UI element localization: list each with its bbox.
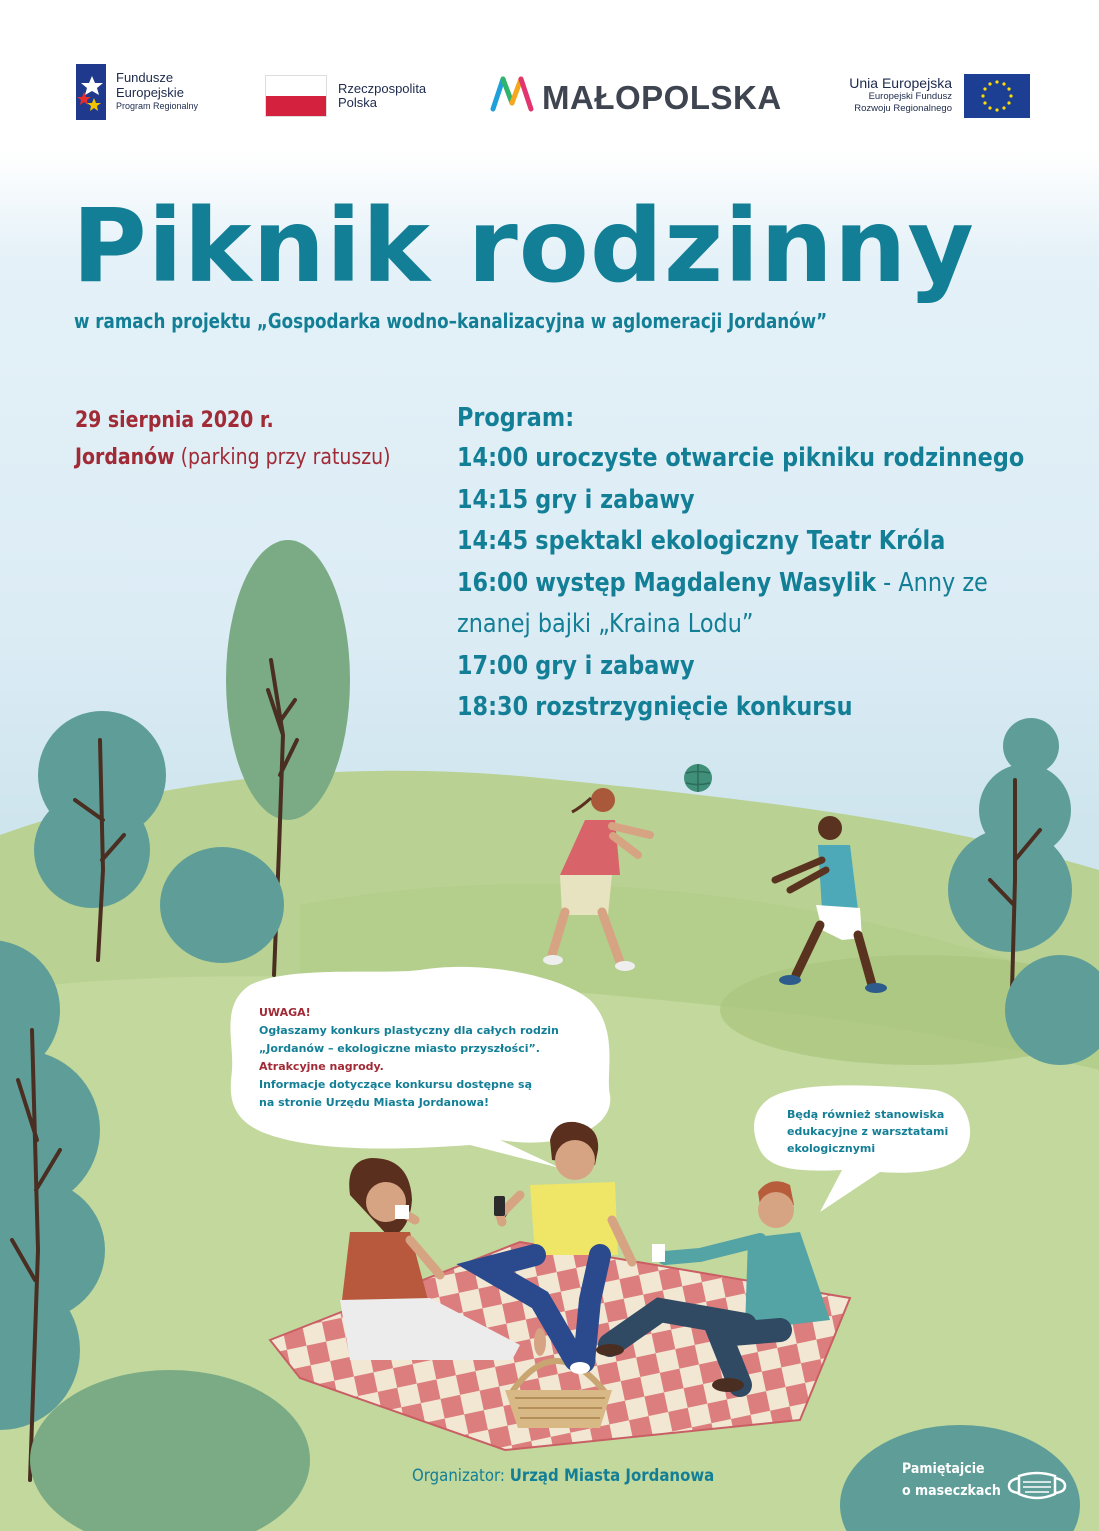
workshops-line: ekologicznymi bbox=[787, 1142, 876, 1155]
fe-line2: Europejskie bbox=[116, 85, 184, 100]
workshops-note bbox=[787, 1106, 957, 1157]
event-place-detail: (parking przy ratuszu) bbox=[180, 445, 391, 470]
program-item bbox=[457, 563, 1007, 646]
program-item-time: 18:30 bbox=[457, 692, 529, 722]
pl-line2: Polska bbox=[338, 95, 378, 110]
unia-europejska-text bbox=[800, 75, 952, 115]
contest-line: Informacje dotyczące konkursu dostępne są bbox=[259, 1078, 533, 1091]
contest-line: Ogłaszamy konkurs plastyczny dla całych rodzin bbox=[259, 1024, 559, 1037]
contest-line: „Jordanów – ekologiczne miasto przyszłości”. bbox=[259, 1042, 540, 1055]
program-item-time: 16:00 bbox=[457, 567, 529, 598]
program-heading: Program: bbox=[457, 403, 575, 433]
workshops-line: edukacyjne z warsztatami bbox=[787, 1125, 949, 1138]
tall-tree-crown bbox=[226, 540, 350, 820]
bush-left bbox=[160, 847, 284, 963]
face-mask-icon bbox=[1005, 1466, 1069, 1506]
program-item bbox=[457, 687, 1007, 729]
contest-line: Atrakcyjne nagrody. bbox=[259, 1060, 384, 1073]
program-item-time: 14:15 bbox=[457, 484, 529, 515]
program-item-extra: - Anny ze znanej bajki „Kraina Lodu” bbox=[457, 567, 988, 639]
fe-line1: Fundusze bbox=[116, 70, 174, 85]
contest-line: na stronie Urzędu Miasta Jordanowa! bbox=[259, 1096, 490, 1109]
contest-announcement bbox=[259, 1004, 579, 1112]
program-item-text: występ Magdaleny Wasylik bbox=[535, 567, 877, 598]
fundusze-europejskie-logo-icon bbox=[76, 64, 106, 120]
program-item-text: gry i zabawy bbox=[535, 484, 695, 515]
logo-bar bbox=[0, 0, 1099, 150]
program-item bbox=[457, 480, 1007, 522]
program-item bbox=[457, 521, 1007, 563]
program-item-text: rozstrzygnięcie konkursu bbox=[535, 692, 853, 722]
program-item-time: 14:45 bbox=[457, 526, 529, 556]
program bbox=[457, 398, 1025, 729]
organizer bbox=[412, 1466, 714, 1486]
organizer-label: Organizator: bbox=[412, 1466, 505, 1486]
ue-line2: Europejski Fundusz bbox=[868, 91, 952, 102]
event-place bbox=[75, 439, 391, 476]
ue-line3: Rozwoju Regionalnego bbox=[854, 103, 952, 114]
workshops-line: Będą również stanowiska bbox=[787, 1108, 945, 1121]
masks-line2: o maseczkach bbox=[902, 1483, 1001, 1499]
rzeczpospolita-text bbox=[338, 82, 426, 110]
event-place-town: Jordanów bbox=[75, 445, 175, 470]
event-info bbox=[75, 402, 391, 476]
eu-flag-icon bbox=[964, 74, 1030, 118]
masks-line1: Pamiętajcie bbox=[902, 1461, 985, 1477]
pl-line1: Rzeczpospolita bbox=[338, 81, 427, 96]
program-item-time: 17:00 bbox=[457, 650, 529, 681]
program-item-text: uroczyste otwarcie pikniku rodzinnego bbox=[535, 443, 1025, 473]
program-item-text: gry i zabawy bbox=[535, 650, 695, 681]
masks-reminder bbox=[902, 1458, 1010, 1502]
polish-flag-icon bbox=[265, 75, 327, 117]
contest-heading: UWAGA! bbox=[259, 1006, 311, 1019]
program-item bbox=[457, 646, 1007, 688]
program-item bbox=[457, 438, 1025, 480]
malopolska-wordmark: MAŁOPOLSKA bbox=[542, 79, 782, 116]
fundusze-europejskie-text bbox=[116, 70, 246, 113]
right-tree-low bbox=[948, 828, 1072, 952]
poster-title: Piknik rodzinny bbox=[72, 187, 975, 306]
round-tree-crown-2 bbox=[34, 792, 150, 908]
fe-line3: Program Regionalny bbox=[116, 101, 199, 111]
ue-line1: Unia Europejska bbox=[849, 75, 952, 91]
malopolska-mark-icon bbox=[490, 73, 534, 113]
program-item-time: 14:00 bbox=[457, 443, 529, 473]
poster-subtitle: w ramach projektu „Gospodarka wodno–kanalizacyjna w aglomeracji Jordanów” bbox=[74, 309, 828, 333]
organizer-name: Urząd Miasta Jordanowa bbox=[509, 1466, 715, 1486]
event-date: 29 sierpnia 2020 r. bbox=[75, 408, 274, 433]
program-item-text: spektakl ekologiczny Teatr Króla bbox=[535, 526, 946, 556]
